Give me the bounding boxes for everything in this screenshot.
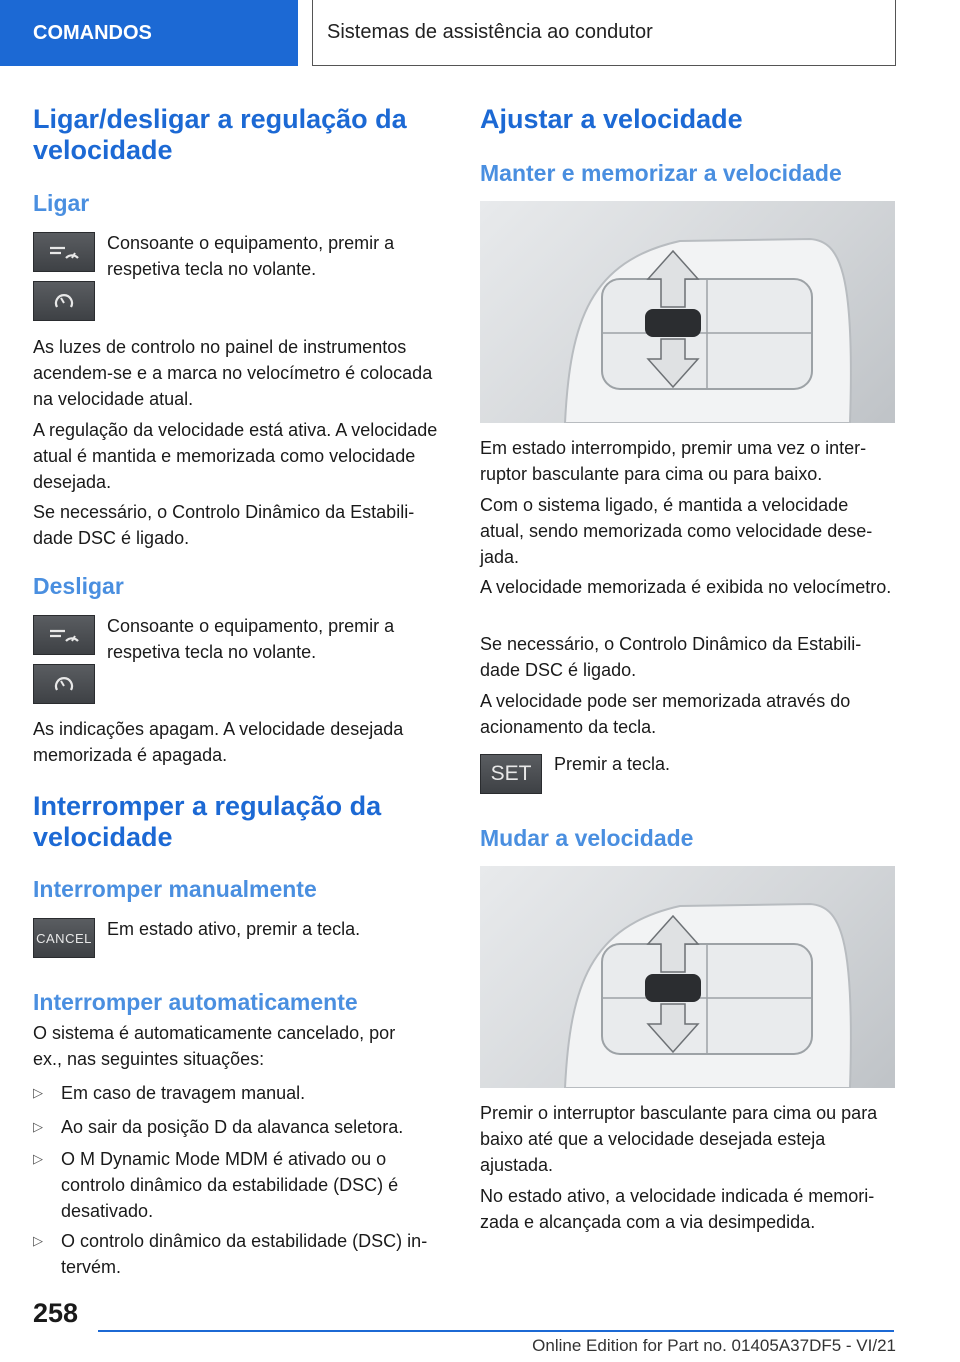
paragraph: Se necessário, o Controlo Dinâmico da Estabilidade DSC é ligado. (480, 634, 862, 680)
on-key-text: Consoante o equipamento, premir a respetiva tecla no volante. (107, 233, 395, 279)
heading-keep: Manter e memorizar a velocidade (480, 160, 842, 186)
section-tab (0, 0, 298, 66)
triangle-bullet-icon: ▷ (33, 1233, 43, 1248)
paragraph: No estado ativo, a velocidade indicada é memorizada e alcançada com a via desimpedida. (480, 1186, 875, 1232)
list-item-text: O controlo dinâmico da estabilidade (DSC) intervém. (61, 1231, 428, 1277)
cruise-key-icon (33, 615, 95, 655)
paragraph: Com o sistema ligado, é mantida a velocidade atual, sendo memorizada como velocidade desejada. (480, 495, 873, 567)
paragraph: Em estado interrompido, premir uma vez o interruptor basculante para cima ou para baixo. (480, 438, 867, 484)
list-item-text: Ao sair da posição D da alavanca seletora. (61, 1117, 404, 1137)
triangle-bullet-icon: ▷ (33, 1085, 43, 1100)
off-key-text: Consoante o equipamento, premir a respetiva tecla no volante. (107, 616, 395, 662)
paragraph: Premir o interruptor basculante para cima ou para baixo até que a velocidade desejada esteja ajustada. (480, 1103, 878, 1175)
list-item-text: O M Dynamic Mode MDM é ativado ou o controlo dinâmico da estabilidade (DSC) é desativado. (61, 1149, 399, 1221)
heading-auto: Interromper automaticamente (33, 989, 358, 1015)
set-key-icon (480, 754, 542, 794)
speed-limiter-key-icon (33, 281, 95, 321)
cancel-key-label: CANCEL (36, 930, 92, 946)
cruise-key-icon (33, 232, 95, 272)
set-text: Premir a tecla. (554, 754, 671, 774)
heading-adjust: Ajustar a velocidade (480, 104, 743, 134)
list-item-text: Em caso de travagem manual. (61, 1083, 306, 1103)
section-label: COMANDOS (33, 21, 152, 44)
auto-text: O sistema é automaticamente cancelado, por ex., nas seguintes situações: (33, 1023, 396, 1069)
triangle-bullet-icon: ▷ (33, 1119, 43, 1134)
steering-wheel-switch-photo (480, 201, 895, 423)
paragraph: Se necessário, o Controlo Dinâmico da Estabilidade DSC é ligado. (33, 502, 415, 548)
heading-off: Desligar (33, 573, 124, 599)
chapter-header (312, 0, 896, 66)
paragraph: A regulação da velocidade está ativa. A velocidade atual é mantida e memorizada como velocidade desejada. (33, 420, 438, 492)
paragraph: A velocidade pode ser memorizada através do acionamento da tecla. (480, 691, 851, 737)
page-number: 258 (33, 1298, 79, 1328)
heading-on: Ligar (33, 190, 90, 216)
steering-wheel-switch-photo (480, 866, 895, 1088)
cancel-key-icon (33, 918, 95, 958)
heading-manual: Interromper manualmente (33, 876, 317, 902)
heading-interrupt: Interromper a regulação da velocidade (33, 791, 382, 852)
list-item (33, 1114, 445, 1140)
chapter-label: Sistemas de assistência ao condutor (327, 21, 653, 43)
edition-label: Online Edition for Part no. 01405A37DF5 - VI/21 (532, 1336, 896, 1355)
triangle-bullet-icon: ▷ (33, 1151, 43, 1166)
list-item (33, 1146, 445, 1224)
list-item (33, 1228, 445, 1280)
paragraph: A velocidade memorizada é exibida no velocímetro. (480, 577, 892, 597)
heading-onoff: Ligar/desligar a regulação da velocidade (33, 104, 407, 165)
footer-divider (98, 1330, 894, 1332)
speed-limiter-key-icon (33, 664, 95, 704)
manual-text: Em estado ativo, premir a tecla. (107, 919, 361, 939)
list-item (33, 1080, 445, 1106)
heading-change: Mudar a velocidade (480, 825, 694, 851)
paragraph: As indicações apagam. A velocidade desejada memorizada é apagada. (33, 719, 404, 765)
set-key-label: SET (490, 762, 532, 785)
paragraph: As luzes de controlo no painel de instrumentos acendem-se e a marca no velocímetro é colocada na velocidade atual. (33, 337, 433, 409)
